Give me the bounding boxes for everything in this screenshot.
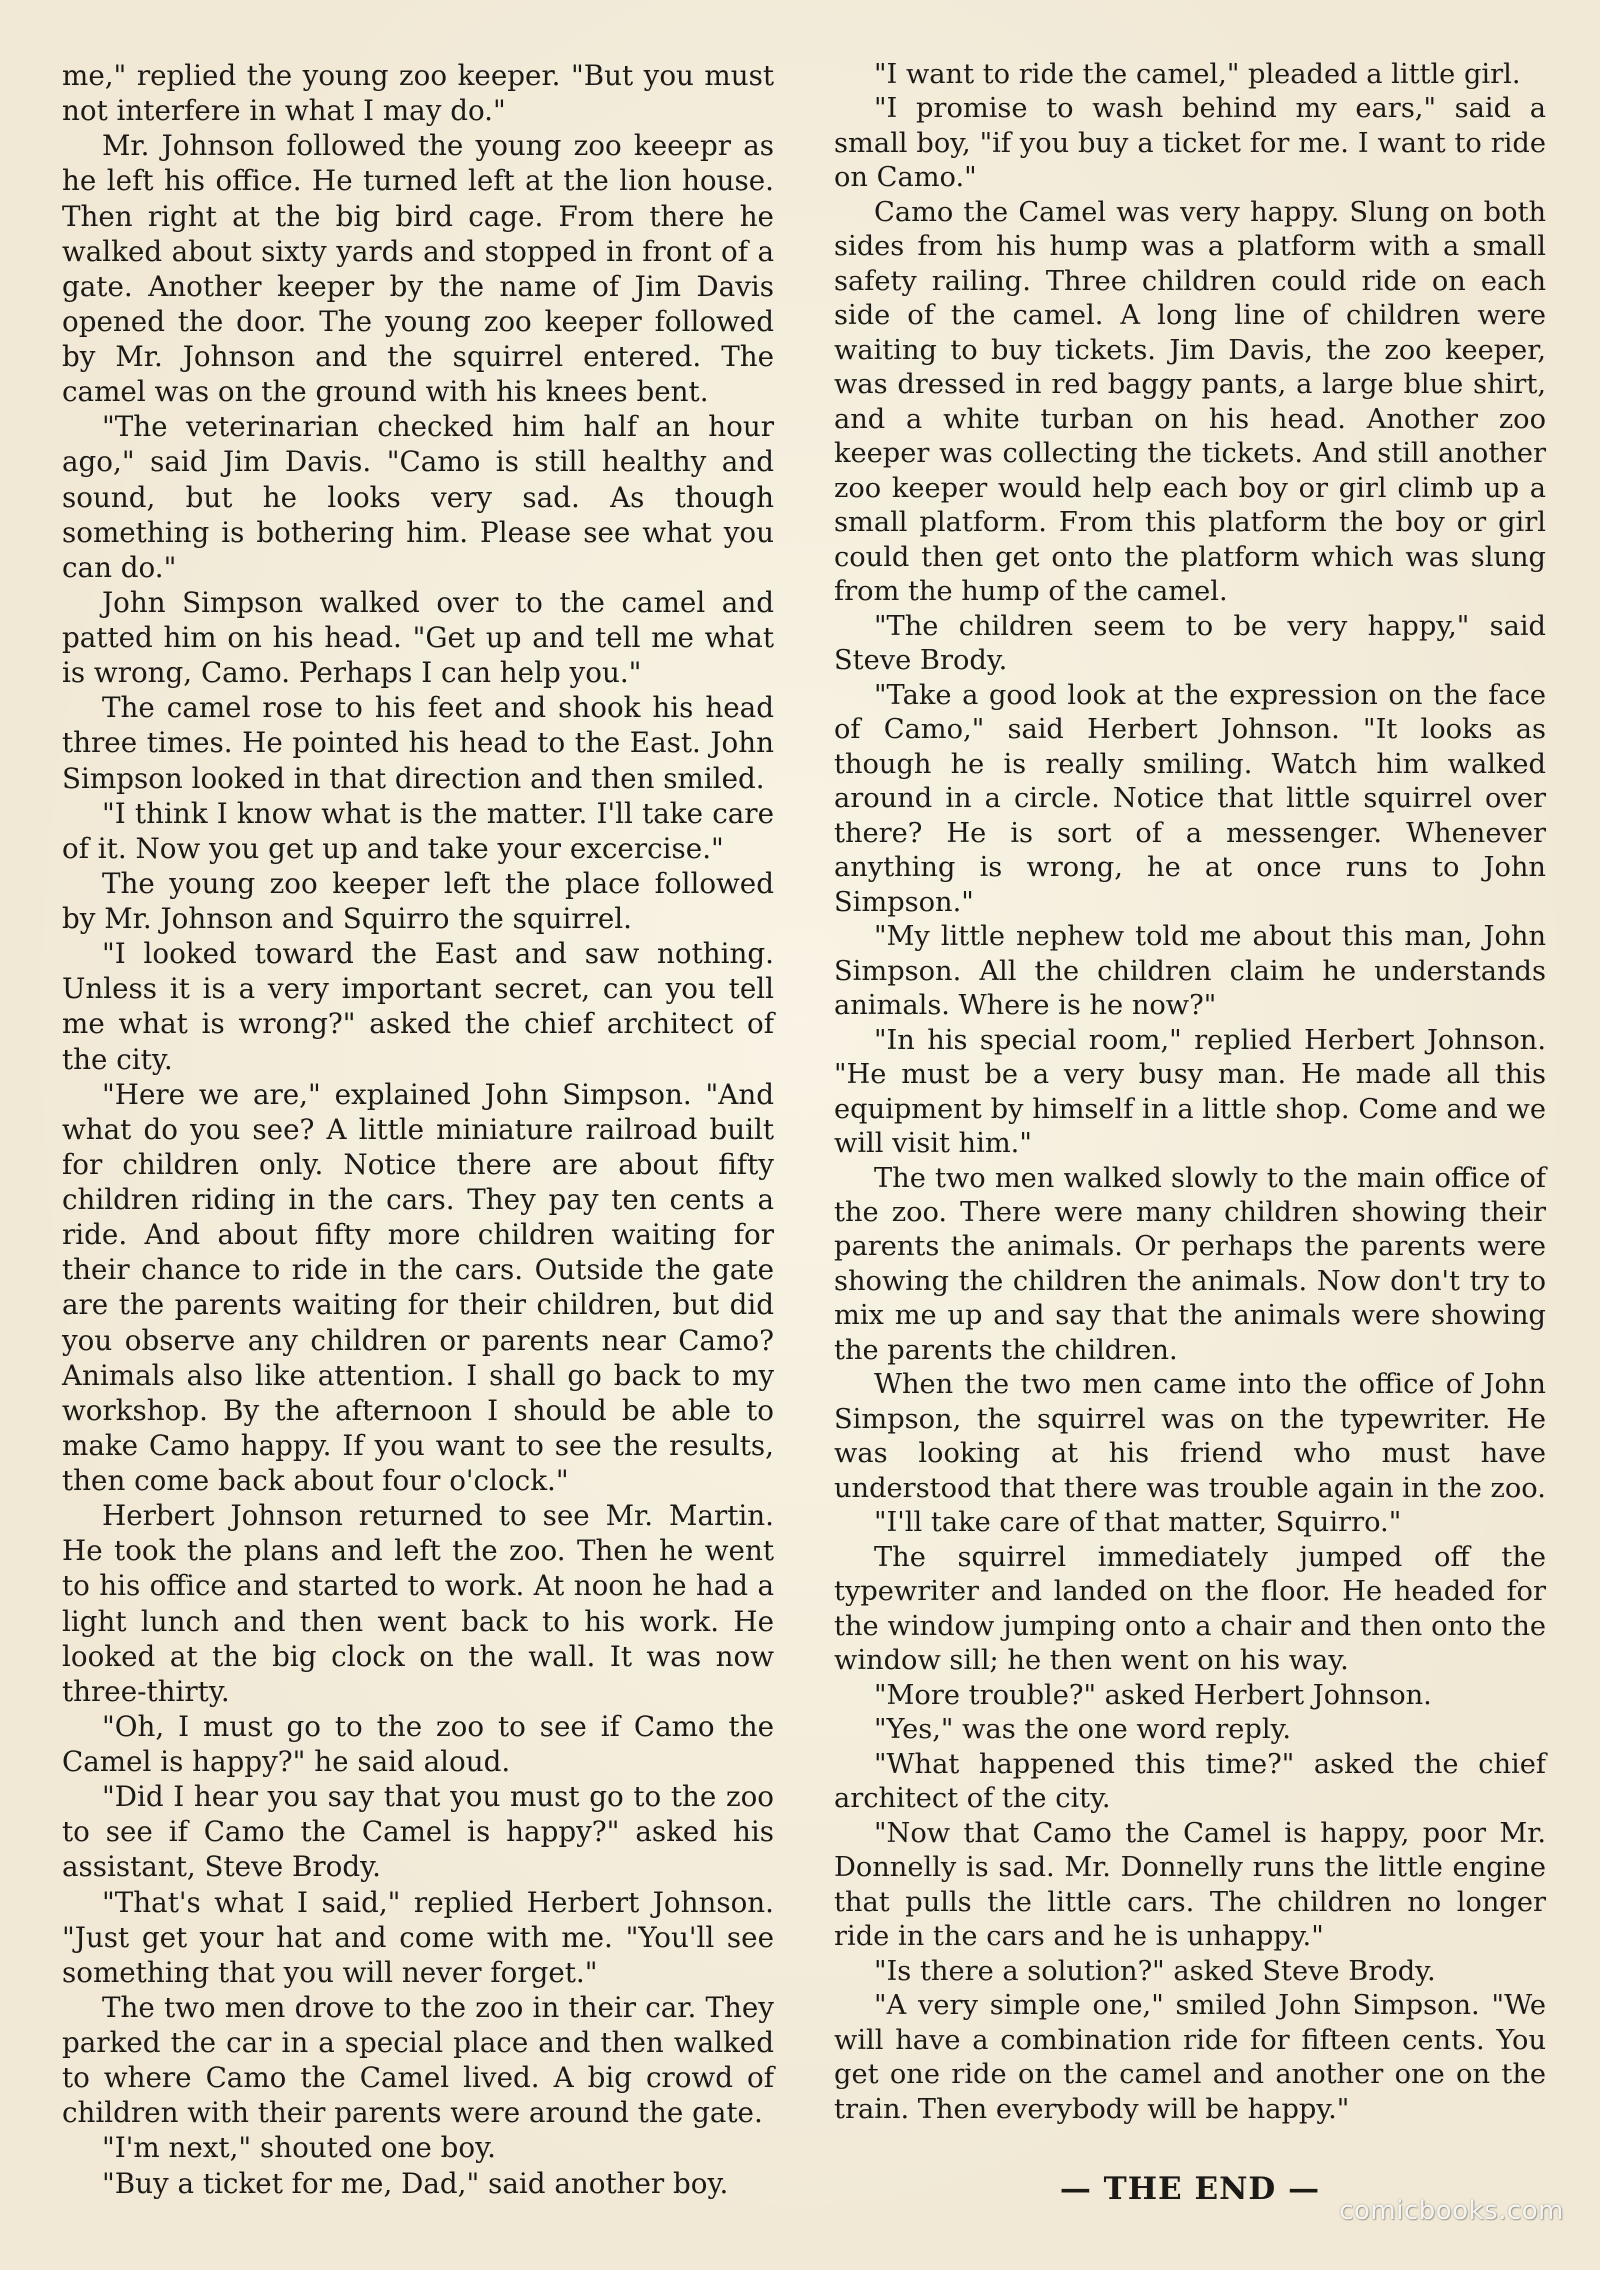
story-paragraph: The two men walked slowly to the main office of the zoo. There were many children showing their parents the animals. Or perhaps the parents were showing the children the animals. Now don't try to mix me up and say that the animals were showing the parents the children. <box>834 1162 1546 1366</box>
story-paragraph: "I'm next," shouted one boy. <box>102 2131 496 2165</box>
story-paragraph: Camo the Camel was very happy. Slung on both sides from his hump was a platform with a small safety railing. Three children could ride on each side of the camel. A long line of children were waiting to buy tickets. Jim Davis, the zoo keeper, was dressed in red baggy pants, a large blue shirt, and a white turban on his head. Another zoo keeper was collecting the tickets. And still another zoo keeper would help each boy or girl climb up a small platform. From this platform the boy or girl could then get onto the platform which was slung from the hump of the camel. <box>834 196 1546 608</box>
story-paragraph: John Simpson walked over to the camel and patted him on his head. "Get up and tell me what is wrong, Camo. Perhaps I can help you." <box>62 585 774 690</box>
story-paragraph: Herbert Johnson returned to see Mr. Martin. He took the plans and left the zoo. Then he went to his office and started to work. At noon he had a light lunch and then went back to his work. He looked at the big clock on the wall. It was now three-thirty. <box>62 1499 774 1708</box>
story-paragraph: When the two men came into the office of John Simpson, the squirrel was on the typewriter. He was looking at his friend who must have understood that there was trouble again in the zoo. <box>834 1369 1546 1504</box>
story-paragraph: "A very simple one," smiled John Simpson. "We will have a combination ride for fifteen cents. You get one ride on the camel and another one on the train. Then everybody will be happy." <box>834 1990 1546 2125</box>
story-paragraph: "Did I hear you say that you must go to the zoo to see if Camo the Camel is happy?" asked his assistant, Steve Brody. <box>62 1780 774 1884</box>
story-paragraph: "I'll take care of that matter, Squirro." <box>874 1507 1402 1539</box>
story-paragraph: "The veterinarian checked him half an hour ago," said Jim Davis. "Camo is still healthy and sound, but he looks very sad. As though something is bothering him. Please see what you can do." <box>62 410 774 584</box>
story-paragraph: me," replied the young zoo keeper. "But you must not interfere in what I may do." <box>62 59 774 128</box>
story-paragraph: "Yes," was the one word reply. <box>874 1714 1291 1746</box>
the-end-label: — THE END — <box>1059 2171 1321 2207</box>
right-text-column <box>834 58 1546 2127</box>
story-paragraph: "I promise to wash behind my ears," said a small boy, "if you buy a ticket for me. I want to ride on Camo." <box>834 93 1546 194</box>
story-paragraph: "Here we are," explained John Simpson. "And what do you see? A little miniature railroad built for children only. Notice there are about fifty children riding in the cars. They pay ten cents a ride. And about fifty more children waiting for their chance to ride in the cars. Outside the gate are the parents waiting for their children, but did you observe any children or parents near Camo? Animals also like attention. I shall go back to my workshop. By the afternoon I should be able to make Camo happy. If you want to see the results, then come back about four o'clock." <box>62 1077 774 1497</box>
story-paragraph: "In his special room," replied Herbert Johnson. "He must be a very busy man. He made all this equipment by himself in a little shop. Come and we will visit him." <box>834 1024 1546 1160</box>
left-text-column <box>62 58 774 2201</box>
story-paragraph: "Is there a solution?" asked Steve Brody. <box>874 1955 1436 1987</box>
story-paragraph: The two men drove to the zoo in their car. They parked the car in a special place and then walked to where Camo the Camel lived. A big crowd of children with their parents were around the gate. <box>62 1990 774 2130</box>
story-paragraph: "I want to ride the camel," pleaded a little girl. <box>874 59 1521 90</box>
story-paragraph: "Buy a ticket for me, Dad," said another boy. <box>102 2166 729 2200</box>
story-paragraph: "That's what I said," replied Herbert Johnson. "Just get your hat and come with me. "You'll see something that you will never forget." <box>62 1885 774 1989</box>
story-paragraph: "More trouble?" asked Herbert Johnson. <box>874 1679 1432 1711</box>
story-paragraph: "I looked toward the East and saw nothing. Unless it is a very important secret, can you tell me what is wrong?" asked the chief architect of the city. <box>62 937 774 1076</box>
story-paragraph: Mr. Johnson followed the young zoo keeepr as he left his office. He turned left at the lion house. Then right at the big bird cage. From there he walked about sixty yards and stopped in front of a gate. Another keeper by the name of Jim Davis opened the door. The young zoo keeper followed by Mr. Johnson and the squirrel entered. The camel was on the ground with his knees bent. <box>62 129 774 409</box>
site-watermark: comicbooks.com <box>1339 2196 1564 2226</box>
story-paragraph: "I think I know what is the matter. I'll take care of it. Now you get up and take your excercise." <box>62 796 774 865</box>
story-paragraph: The camel rose to his feet and shook his head three times. He pointed his head to the East. John Simpson looked in that direction and then smiled. <box>62 691 774 795</box>
story-paragraph: "What happened this time?" asked the chief architect of the city. <box>834 1748 1546 1815</box>
story-paragraph: "The children seem to be very happy," said Steve Brody. <box>834 610 1546 677</box>
story-paragraph: "Now that Camo the Camel is happy, poor Mr. Donnelly is sad. Mr. Donnelly runs the little engine that pulls the little cars. The children no longer ride in the cars and he is unhappy." <box>834 1817 1546 1953</box>
story-paragraph: "My little nephew told me about this man, John Simpson. All the children claim he understands animals. Where is he now?" <box>834 921 1546 1022</box>
story-paragraph: The young zoo keeper left the place followed by Mr. Johnson and Squirro the squirrel. <box>62 866 774 935</box>
story-paragraph: The squirrel immediately jumped off the typewriter and landed on the floor. He headed for the window jumping onto a chair and then onto the window sill; he then went on his way. <box>834 1541 1546 1677</box>
story-paragraph: "Oh, I must go to the zoo to see if Camo the Camel is happy?" he said aloud. <box>62 1709 774 1778</box>
story-paragraph: "Take a good look at the expression on the face of Camo," said Herbert Johnson. "It looks as though he is really smiling. Watch him walked around in a circle. Notice that little squirrel over there? He is sort of a messenger. Whenever anything is wrong, he at once runs to John Simpson." <box>834 679 1546 918</box>
